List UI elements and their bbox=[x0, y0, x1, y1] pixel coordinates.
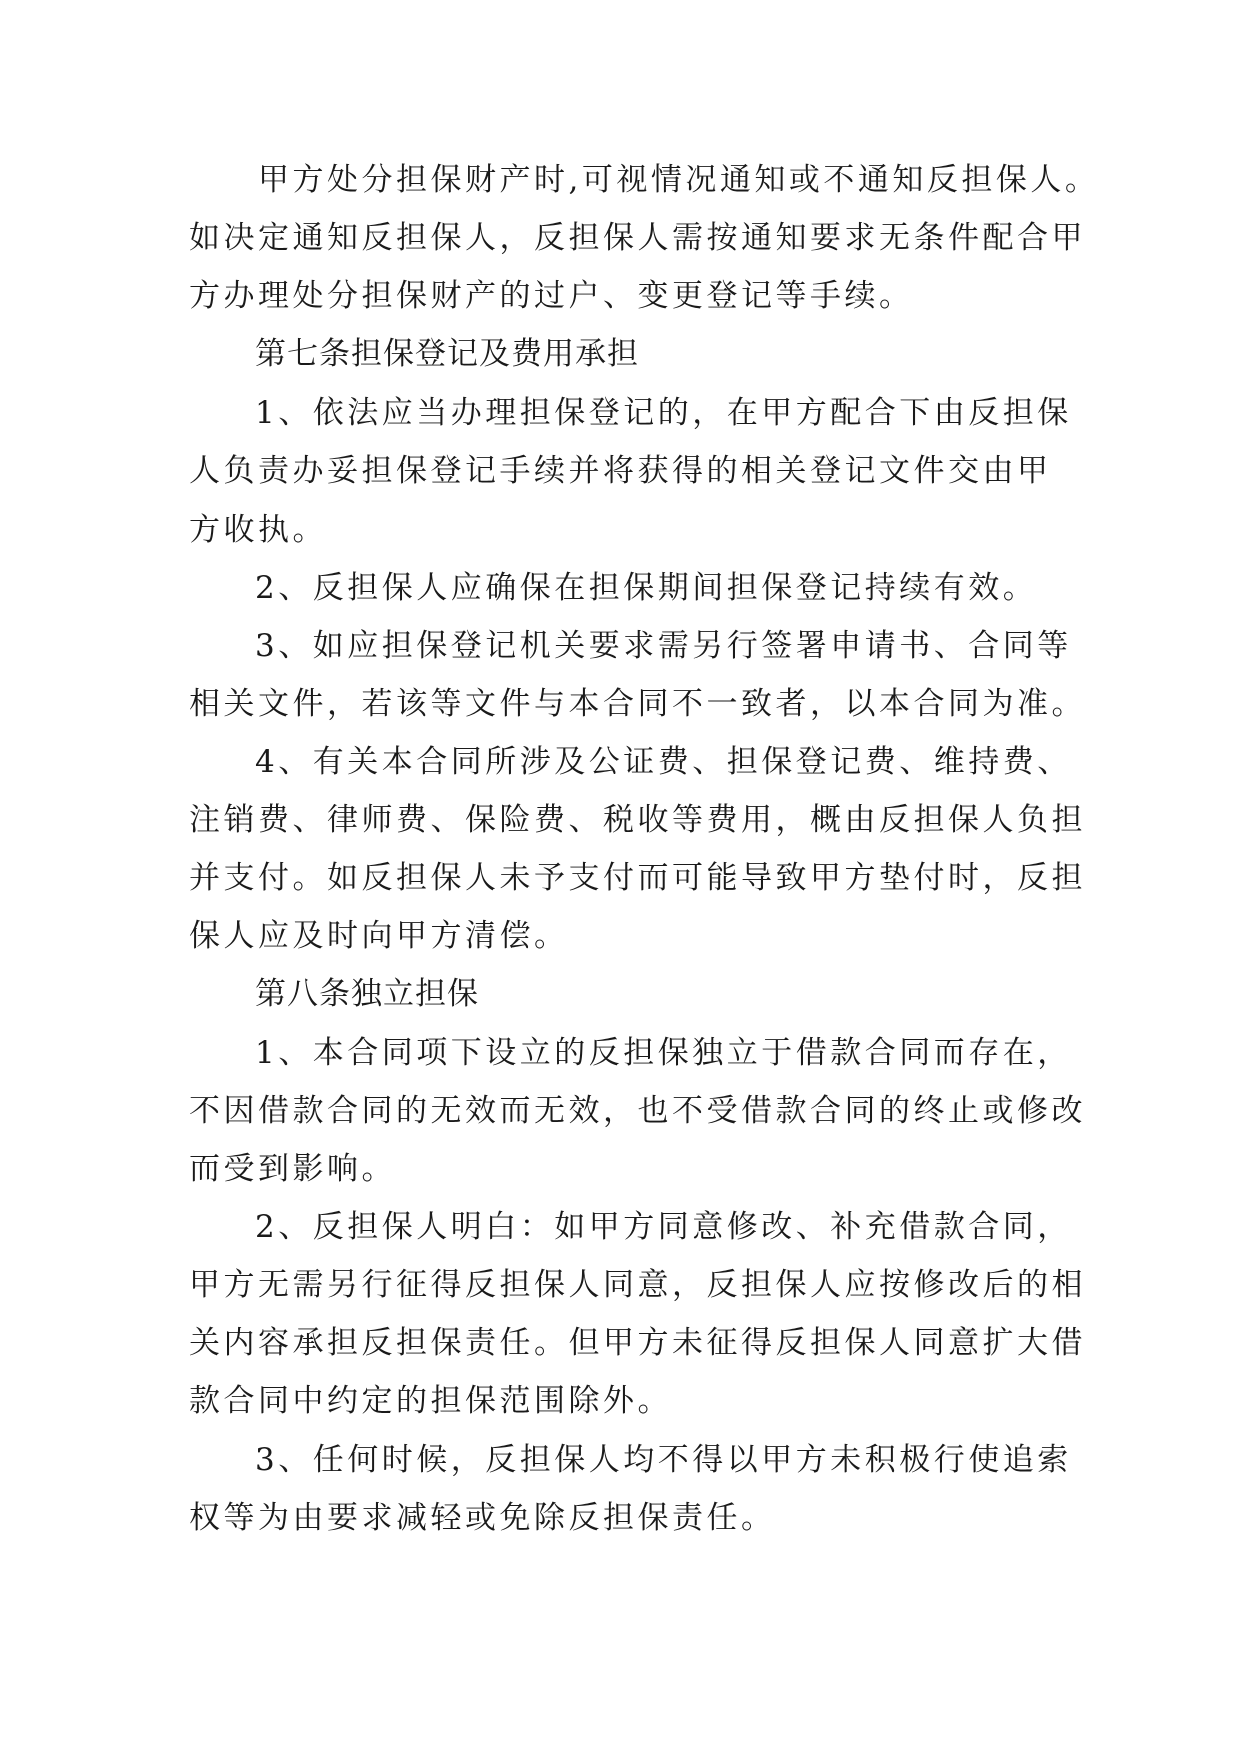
paragraph-line: 并支付。如反担保人未予支付而可能导致甲方垫付时，反担 bbox=[189, 860, 1086, 896]
paragraph-line: 不因借款合同的无效而无效，也不受借款合同的终止或修改 bbox=[189, 1093, 1086, 1129]
paragraph-line: 1、依法应当办理担保登记的，在甲方配合下由反担保 bbox=[255, 395, 1072, 431]
paragraph-line: 甲方无需另行征得反担保人同意，反担保人应按修改后的相 bbox=[189, 1267, 1086, 1303]
paragraph-line: 款合同中约定的担保范围除外。 bbox=[189, 1383, 672, 1419]
paragraph-line: 甲方处分担保财产时,可视情况通知或不通知反担保人。 bbox=[258, 162, 1100, 198]
paragraph-line: 2、反担保人明白：如甲方同意修改、补充借款合同， bbox=[255, 1209, 1072, 1245]
paragraph-line: 方收执。 bbox=[189, 512, 327, 548]
paragraph-line: 3、如应担保登记机关要求需另行签署申请书、合同等 bbox=[255, 628, 1072, 664]
paragraph-line: 保人应及时向甲方清偿。 bbox=[189, 918, 569, 954]
paragraph-line: 1、本合同项下设立的反担保独立于借款合同而存在， bbox=[255, 1035, 1072, 1071]
section-heading-article-8: 第八条独立担保 bbox=[255, 976, 479, 1012]
paragraph-line: 权等为由要求减轻或免除反担保责任。 bbox=[189, 1500, 776, 1536]
paragraph-line: 2、反担保人应确保在担保期间担保登记持续有效。 bbox=[255, 570, 1038, 606]
paragraph-line: 3、任何时候，反担保人均不得以甲方未积极行使追索 bbox=[255, 1442, 1072, 1478]
paragraph-line: 而受到影响。 bbox=[189, 1151, 396, 1187]
paragraph-line: 4、有关本合同所涉及公证费、担保登记费、维持费、 bbox=[255, 744, 1072, 780]
paragraph-line: 注销费、律师费、保险费、税收等费用，概由反担保人负担 bbox=[189, 802, 1086, 838]
paragraph-line: 相关文件，若该等文件与本合同不一致者，以本合同为准。 bbox=[189, 686, 1086, 722]
section-heading-article-7: 第七条担保登记及费用承担 bbox=[255, 336, 639, 372]
paragraph-line: 人负责办妥担保登记手续并将获得的相关登记文件交由甲 bbox=[189, 453, 1052, 489]
paragraph-line: 关内容承担反担保责任。但甲方未征得反担保人同意扩大借 bbox=[189, 1325, 1086, 1361]
paragraph-line: 方办理处分担保财产的过户、变更登记等手续。 bbox=[189, 278, 914, 314]
paragraph-line: 如决定通知反担保人，反担保人需按通知要求无条件配合甲 bbox=[189, 220, 1086, 256]
